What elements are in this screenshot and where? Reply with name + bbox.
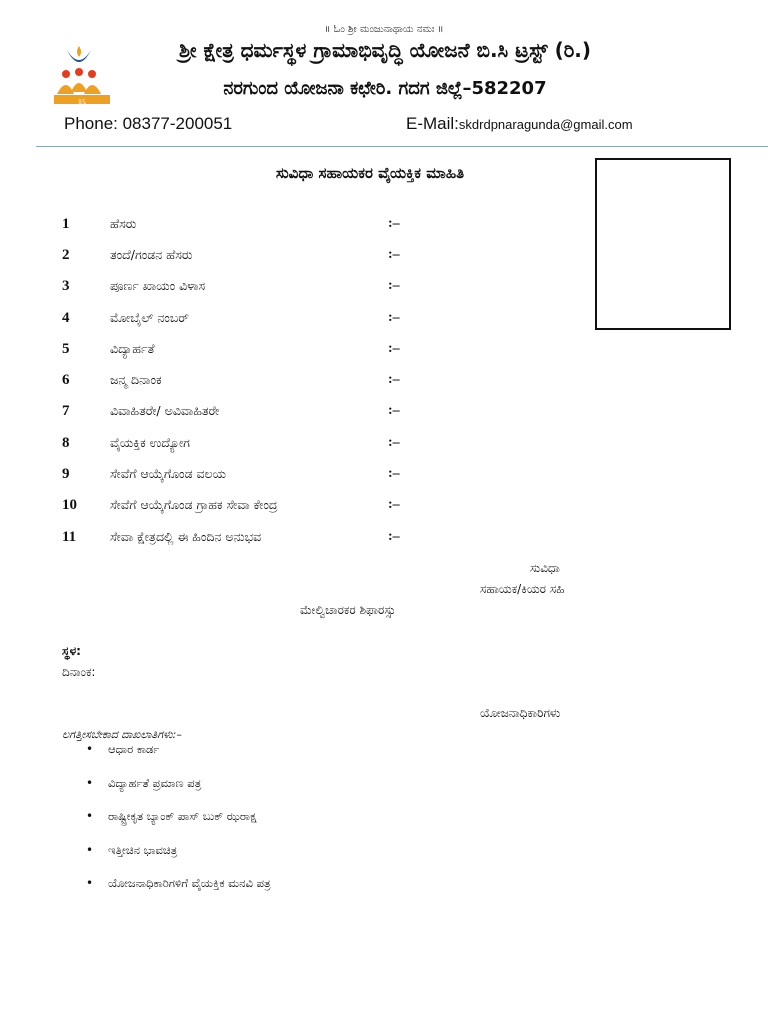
field-row xyxy=(0,529,600,553)
field-separator: :– xyxy=(388,403,400,418)
field-separator: :– xyxy=(388,216,400,231)
header-divider xyxy=(36,146,768,147)
attachment-label: ಆಧಾರ ಕಾರ್ಡ xyxy=(108,742,160,756)
attachment-label: ರಾಷ್ಟ್ರೀಕೃತ ಬ್ಯಾಂಕ್ ಪಾಸ್ ಬುಕ್ ಝರಾಕ್ಷ xyxy=(108,809,257,823)
field-number: 4 xyxy=(62,310,70,326)
attachment-item xyxy=(86,876,271,910)
field-label: ಸೇವಾ ಕ್ಷೇತ್ರದಲ್ಲಿ ಈ ಹಿಂದಿನ ಅನುಭವ xyxy=(110,529,262,544)
field-number: 5 xyxy=(62,341,70,357)
phone-number: Phone: 08377-200051 xyxy=(64,114,233,133)
field-separator: :– xyxy=(388,372,400,387)
applicant-signature-line2: ಸಹಾಯಕ/ಕಿಯರ ಸಹಿ xyxy=(480,582,565,596)
logo-text: ತ್ರಿಸ್ತ xyxy=(78,97,86,105)
attachment-item xyxy=(86,776,271,810)
field-number: 9 xyxy=(62,466,70,482)
field-separator: :– xyxy=(388,497,400,512)
field-label: ತಂದೆ/ಗಂಡನ ಹೆಸರು xyxy=(110,247,193,262)
invocation-line: ॥ ಓಂ ಶ್ರೀ ಮಂಜುನಾಥಾಯ ನಮಃ ॥ xyxy=(324,24,444,35)
field-label: ಹೆಸರು xyxy=(110,216,137,231)
field-separator: :– xyxy=(388,466,400,481)
field-row xyxy=(0,216,600,240)
field-row xyxy=(0,310,600,334)
field-number: 3 xyxy=(62,278,70,294)
field-label: ಸೇವೆಗೆ ಆಯ್ಕೆಗೊಂಡ ಗ್ರಾಹಕ ಸೇವಾ ಕೇಂದ್ರ xyxy=(110,497,278,512)
field-label: ಸೇವೆಗೆ ಆಯ್ಕೆಗೊಂಡ ವಲಯ xyxy=(110,466,227,481)
field-row xyxy=(0,247,600,271)
supervisor-recommendation: ಮೇಲ್ವಿಚಾರಕರ ಶಿಫಾರಸ್ಸು xyxy=(300,603,396,617)
attachment-item xyxy=(86,809,271,843)
field-number: 8 xyxy=(62,435,70,451)
attachments-title: ಲಗತ್ತೀಸಬೇಕಾದ ದಾಖಲಾತಿಗಳು:– xyxy=(62,728,182,741)
field-label: ಜನ್ಮ ದಿನಾಂಕ xyxy=(110,372,162,387)
field-separator: :– xyxy=(388,247,400,262)
field-separator: :– xyxy=(388,341,400,356)
email-contact xyxy=(406,114,633,134)
attachment-item xyxy=(86,742,271,776)
field-number: 10 xyxy=(62,497,77,513)
attachment-label: ಯೋಜನಾಧಿಕಾರಿಗಳಿಗೆ ವೈಯಕ್ತಿಕ ಮನವಿ ಪತ್ರ xyxy=(108,876,271,890)
form-title: ಸುವಿಧಾ ಸಹಾಯಕರ ವೈಯಕ್ತಿಕ ಮಾಹಿತಿ xyxy=(275,164,465,182)
field-row xyxy=(0,372,600,396)
bullet-icon: • xyxy=(86,742,94,756)
attachments-list xyxy=(86,742,271,910)
field-label: ವಿವಾಹಿತರೇ/ ಅವಿವಾಹಿತರೇ xyxy=(110,403,220,418)
place-label: ಸ್ಥಳ: xyxy=(62,644,81,658)
photo-box xyxy=(595,158,731,330)
field-label: ಪೂರ್ಣ ಖಾಯಂ ವಿಳಾಸ xyxy=(110,278,206,293)
field-row xyxy=(0,497,600,521)
bullet-icon: • xyxy=(86,775,94,790)
date-label: ದಿನಾಂಕ: xyxy=(62,665,96,679)
bullet-icon: • xyxy=(86,842,94,857)
email-address[interactable]: skdrdpnaragunda@gmail.com xyxy=(458,117,633,132)
attachment-label: ವಿದ್ಯಾರ್ಹತೆ ಪ್ರಮಾಣ ಪತ್ರ xyxy=(108,775,202,790)
field-row xyxy=(0,435,600,459)
field-number: 2 xyxy=(62,247,70,263)
applicant-signature-line1: ಸುವಿಧಾ xyxy=(530,561,560,575)
field-separator: :– xyxy=(388,529,400,544)
bullet-icon: • xyxy=(86,876,94,890)
field-number: 6 xyxy=(62,372,70,388)
field-label: ವಿದ್ಯಾರ್ಹತೆ xyxy=(110,341,155,356)
field-label: ವೈಯಕ್ತಿಕ ಉದ್ಯೋಗ xyxy=(110,435,190,450)
field-number: 1 xyxy=(62,216,70,232)
bullet-icon: • xyxy=(86,809,94,823)
field-row xyxy=(0,278,600,302)
trust-logo xyxy=(52,40,112,106)
field-row xyxy=(0,466,600,490)
field-separator: :– xyxy=(388,310,400,325)
project-officer-signature: ಯೋಜನಾಧಿಕಾರಿಗಳು xyxy=(480,706,561,720)
attachment-label: ಇತ್ತೀಚಿನ ಭಾವಚಿತ್ರ xyxy=(108,842,178,857)
attachment-item xyxy=(86,843,271,877)
email-label: E-Mail: xyxy=(406,114,459,133)
field-row xyxy=(0,341,600,365)
organization-name: ಶ್ರೀ ಕ್ಷೇತ್ರ ಧರ್ಮಸ್ಥಳ ಗ್ರಾಮಾಭಿವೃದ್ಧಿ ಯೋಜನೆ ಬಿ.ಸಿ ಟ್ರಸ್ಟ್ (ರಿ.) xyxy=(178,38,592,62)
field-number: 7 xyxy=(62,403,70,419)
field-separator: :– xyxy=(388,278,400,293)
field-label: ಮೋಬೈಲ್ ನಂಬರ್ xyxy=(110,310,189,325)
field-number: 11 xyxy=(62,529,77,545)
office-address: ನರಗುಂದ ಯೋಜನಾ ಕಛೇರಿ. ಗದಗ ಜಿಲ್ಲೆ–582207 xyxy=(223,78,547,99)
field-row xyxy=(0,403,600,427)
field-separator: :– xyxy=(388,435,400,450)
